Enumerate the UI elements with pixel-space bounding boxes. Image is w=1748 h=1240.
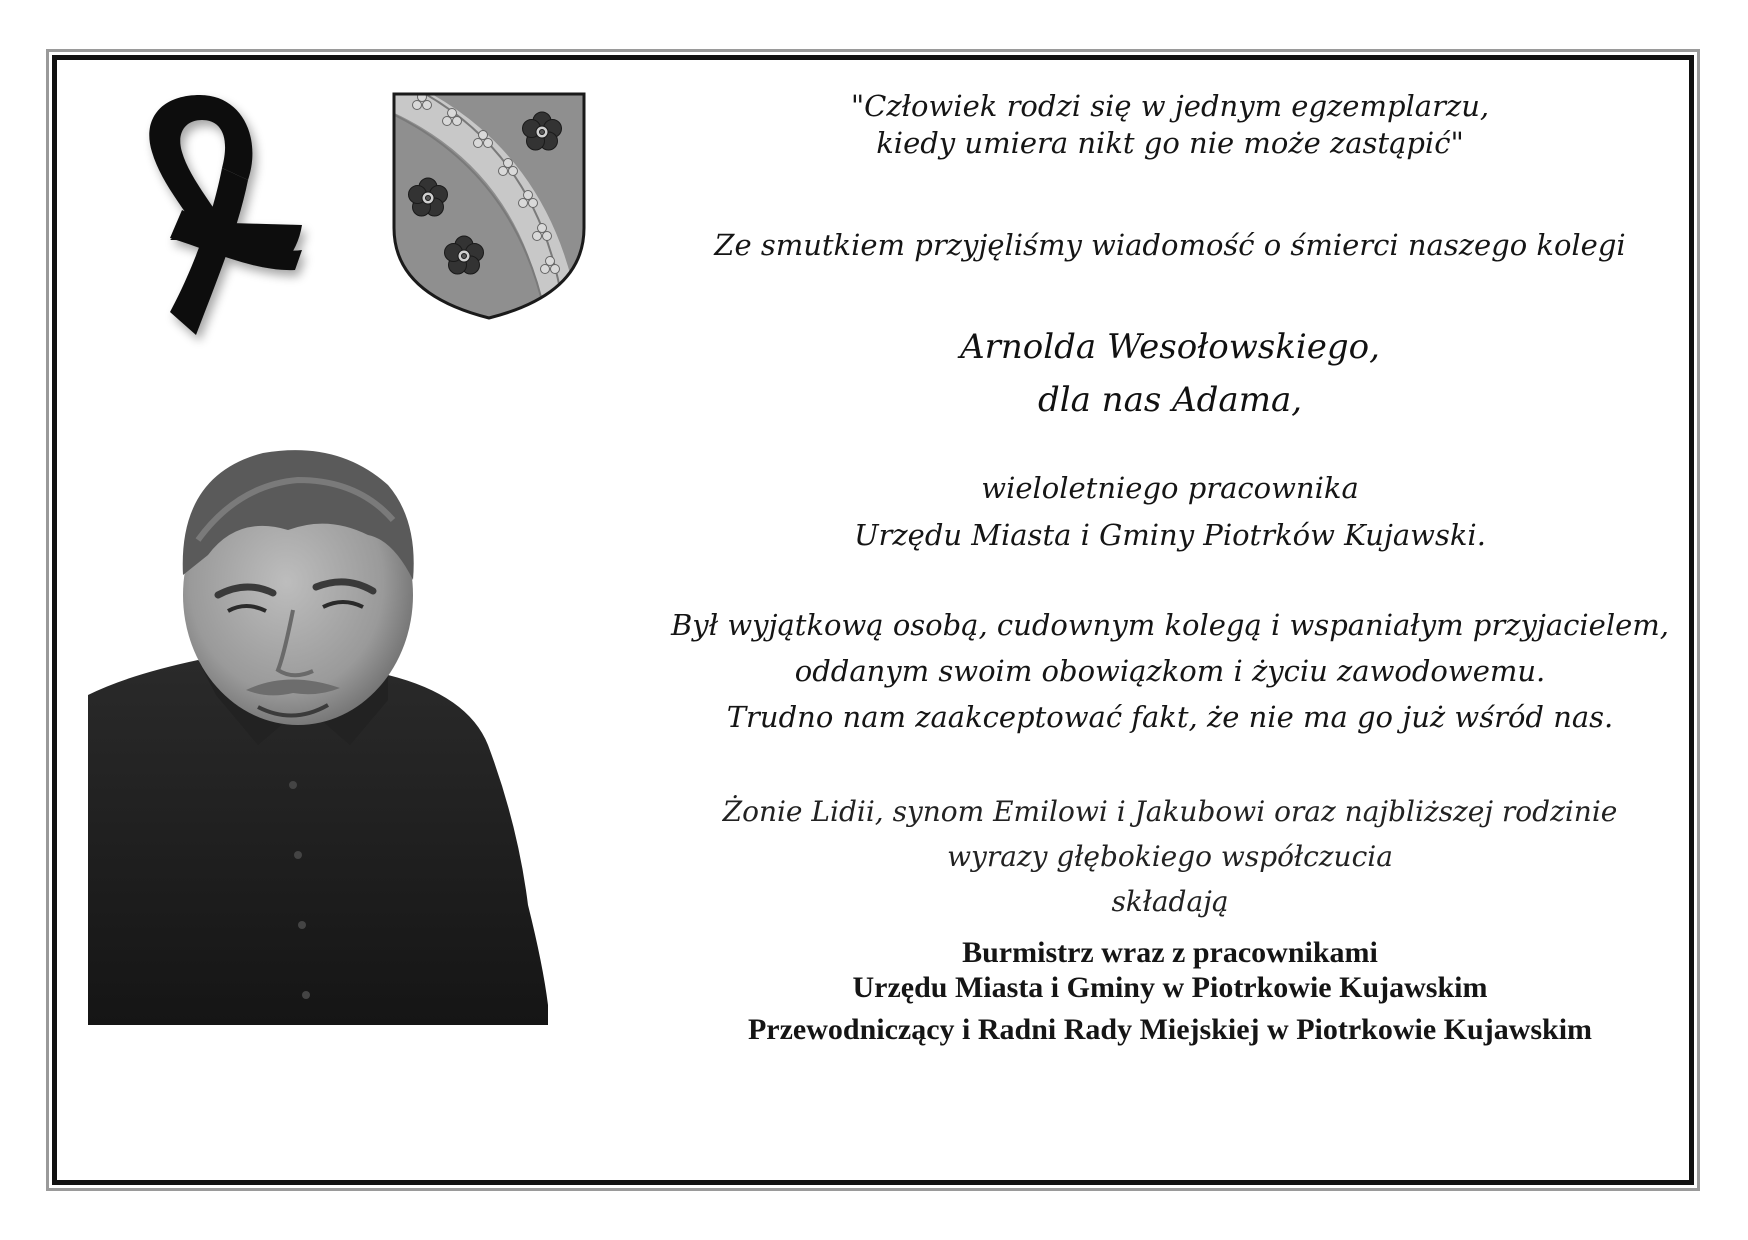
- person-nickname: dla nas Adama,: [1037, 380, 1303, 420]
- person-name: Arnolda Wesołowskiego,: [960, 327, 1380, 367]
- tribute-line-3: Trudno nam zaakceptować fakt, że nie ma go już wśród nas.: [726, 700, 1614, 734]
- quote-line-1: "Człowiek rodzi się w jednym egzemplarzu,: [850, 89, 1490, 123]
- intro-text: Ze smutkiem przyjęliśmy wiadomość o śmierci naszego kolegi: [714, 228, 1626, 262]
- signature-line-2: Urzędu Miasta i Gminy w Piotrkowie Kujawskim: [852, 971, 1488, 1004]
- signature-line-1: Burmistrz wraz z pracownikami: [962, 936, 1378, 969]
- tribute-line-1: Był wyjątkową osobą, cudownym kolegą i wspaniałym przyjacielem,: [671, 608, 1669, 642]
- signature-line-3: Przewodniczący i Radni Rady Miejskiej w Piotrkowie Kujawskim: [747, 1013, 1593, 1046]
- role-line-2: Urzędu Miasta i Gminy Piotrków Kujawski.: [854, 518, 1486, 552]
- condolences-line-3: składają: [1111, 885, 1229, 918]
- tribute-line-2: oddanym swoim obowiązkom i życiu zawodowemu.: [794, 654, 1546, 688]
- condolences-line-1: Żonie Lidii, synom Emilowi i Jakubowi oraz najbliższej rodzinie: [722, 795, 1618, 828]
- coat-of-arms-crest: [388, 88, 590, 322]
- quote-line-2: kiedy umiera nikt go nie może zastąpić": [876, 126, 1464, 160]
- condolences-line-2: wyrazy głębokiego współczucia: [947, 840, 1393, 873]
- role-line-1: wieloletniego pracownika: [981, 471, 1359, 505]
- mourning-ribbon-icon: [130, 90, 340, 350]
- portrait-photo: [88, 445, 548, 1025]
